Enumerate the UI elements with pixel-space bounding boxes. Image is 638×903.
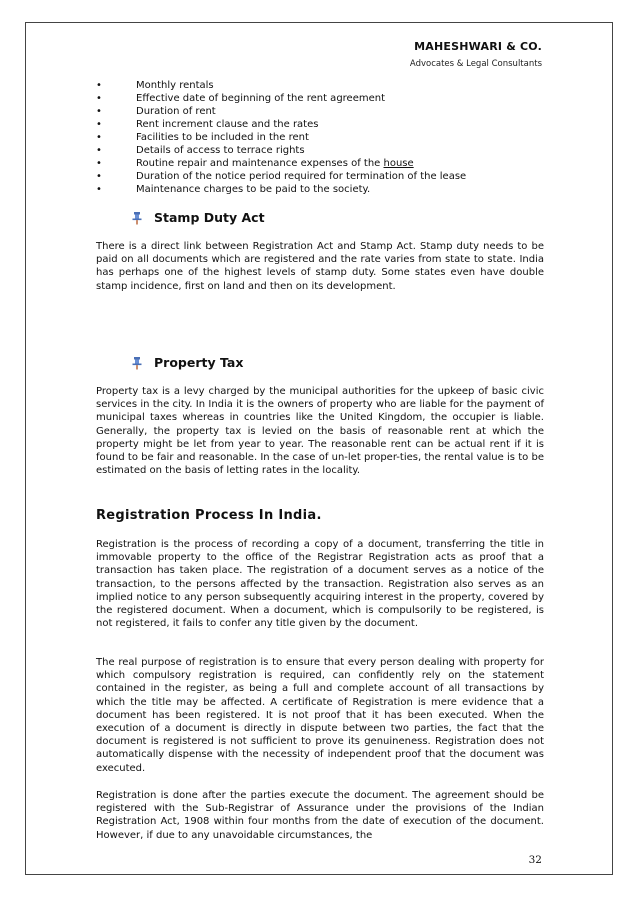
list-item: • Routine repair and maintenance expenses of the house [96,158,414,169]
stamp-duty-heading [130,210,265,225]
list-item: • Facilities to be included in the rent [96,132,309,143]
firm-subtitle: Advocates & Legal Consultants [409,59,542,69]
stamp-duty-paragraph: There is a direct link between Registration Act and Stamp Act. Stamp duty needs to be paid on all documents which are registered and the rate varies from state to state. India has perhaps one of the highest levels of stamp duty. Some states even have double stamp incidence, first on land and then on its development. [96,241,544,292]
list-item: • Effective date of beginning of the rent agreement [96,93,386,104]
list-item: • Details of access to terrace rights [96,145,305,156]
rent-agreement-checklist [96,79,546,196]
bullet-icon: • [96,145,102,156]
pushpin-icon [130,356,144,370]
letterhead [410,40,542,69]
bullet-icon: • [96,132,102,143]
section-title: Stamp Duty Act [154,210,265,225]
list-item: • Maintenance charges to be paid to the society. [96,184,371,195]
pushpin-icon [130,211,144,225]
bullet-icon: • [96,80,102,91]
list-item: • Monthly rentals [96,80,214,91]
bullet-icon: • [96,158,102,169]
firm-name: MAHESHWARI & CO. [414,40,542,53]
property-tax-paragraph: Property tax is a levy charged by the municipal authorities for the upkeep of basic civic services in the city. In India it is the owners of property who are liable for the payment of municipal taxes whereas in countries like the United Kingdom, the occupier is liable. Generally, the property tax is levied on the basis of reasonable rent at which the property might be let from year to year. The reasonable rent can be actual rent if it is found to be fair and reasonable. In the case of un-let proper-ties, the rental value is to be estimated on the basis of letting rates in the locality. [96,386,544,477]
property-tax-heading [130,355,243,370]
bullet-icon: • [96,119,102,130]
registration-paragraph-2: The real purpose of registration is to ensure that every person dealing with property for which compulsory registration is required, can confidently rely on the statement contained in the register, as being a full and complete account of all transactions by which the title may be affected. A certificate of Registration is mere evidence that a document has been registered. It is not proof that it has been executed. When the execution of a document is directly in dispute between two parties, the fact that the document is registered is not sufficient to prove its genuineness. Registration does not automatically dispense with the necessity of independent proof that the document was executed. [96,657,544,774]
bullet-icon: • [96,106,102,117]
registration-paragraph-3: Registration is done after the parties execute the document. The agreement should be registered with the Sub-Registrar of Assurance under the provisions of the Indian Registration Act, 1908 within four months from the date of execution of the document. However, if due to any unavoidable circumstances, the [96,790,544,841]
registration-paragraph-1: Registration is the process of recording a copy of a document, transferring the title in immovable property to the office of the Registrar Registration acts as proof that a transaction has taken place. The registration of a document serves as a notice of the transaction, to the persons affected by the transaction. Registration also serves as an implied notice to any person subsequently acquiring interest in the property, covered by the registered document. When a document, which is compulsorily to be registered, is not registered, it fails to confer any title given by the document. [96,539,544,630]
bullet-icon: • [96,171,102,182]
registration-heading: Registration Process In India. [96,508,322,523]
house-link[interactable]: house [383,158,414,169]
page-number: 32 [528,854,542,866]
list-item: • Duration of rent [96,106,216,117]
list-item: • Duration of the notice period required for termination of the lease [96,171,467,182]
bullet-icon: • [96,184,102,195]
bullet-icon: • [96,93,102,104]
list-item: • Rent increment clause and the rates [96,119,319,130]
section-title: Property Tax [154,355,244,370]
